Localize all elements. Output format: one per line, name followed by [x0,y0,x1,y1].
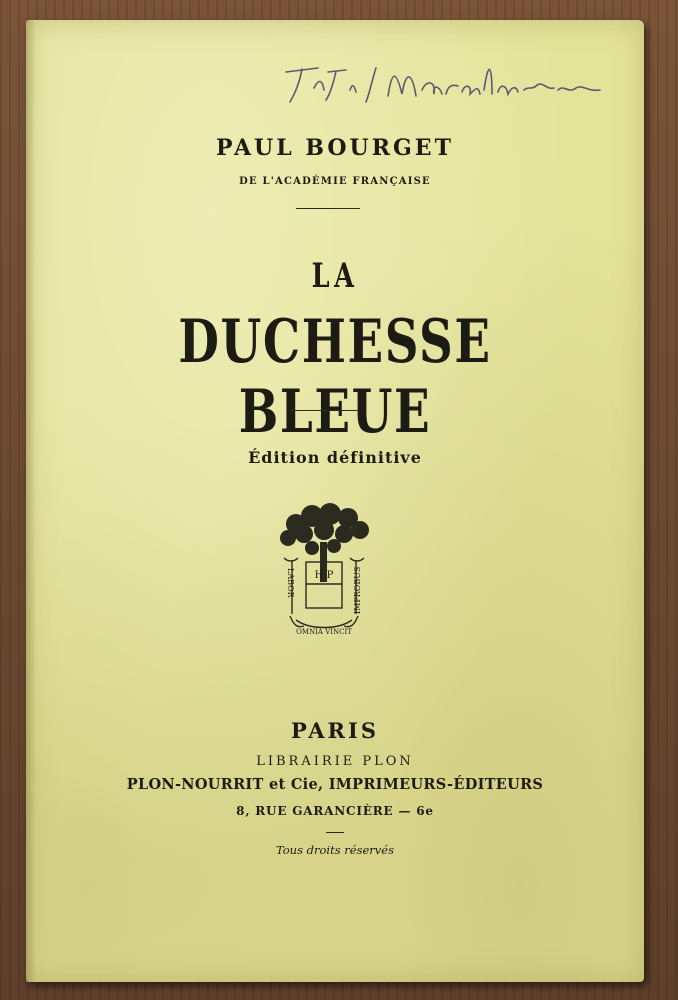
edition-label: Édition définitive [248,448,422,467]
book-cover [26,20,644,982]
title-line-1: LA [311,256,359,296]
handwritten-signature [266,50,626,110]
publisher-emblem-icon [274,502,374,642]
printers-line: PLON-NOURRIT et Cie, IMPRIMEURS-ÉDITEURS [126,776,544,793]
author-name: PAUL BOURGET [216,135,454,161]
divider-rule-top [296,208,360,209]
publisher-name: LIBRAIRIE PLON [256,754,414,769]
rights-notice: Tous droits réservés [275,843,394,857]
emblem-motto-bottom: OMNIA VINCIT [296,628,352,636]
publisher-address: 8, RUE GARANCIÈRE — 6e [236,804,434,818]
divider-rule-bottom [326,832,344,833]
emblem-motto-left: LABOR [286,568,295,598]
emblem-motto-right: IMPROBUS [353,566,362,614]
title-line-2: DUCHESSE BLEUE [178,307,492,447]
author-affiliation: DE L'ACADÉMIE FRANÇAISE [239,176,431,187]
divider-rule-title [290,410,360,411]
cover-edge-shadow [26,20,36,982]
emblem-initials: H·P [314,570,334,581]
publication-city: PARIS [291,718,379,743]
